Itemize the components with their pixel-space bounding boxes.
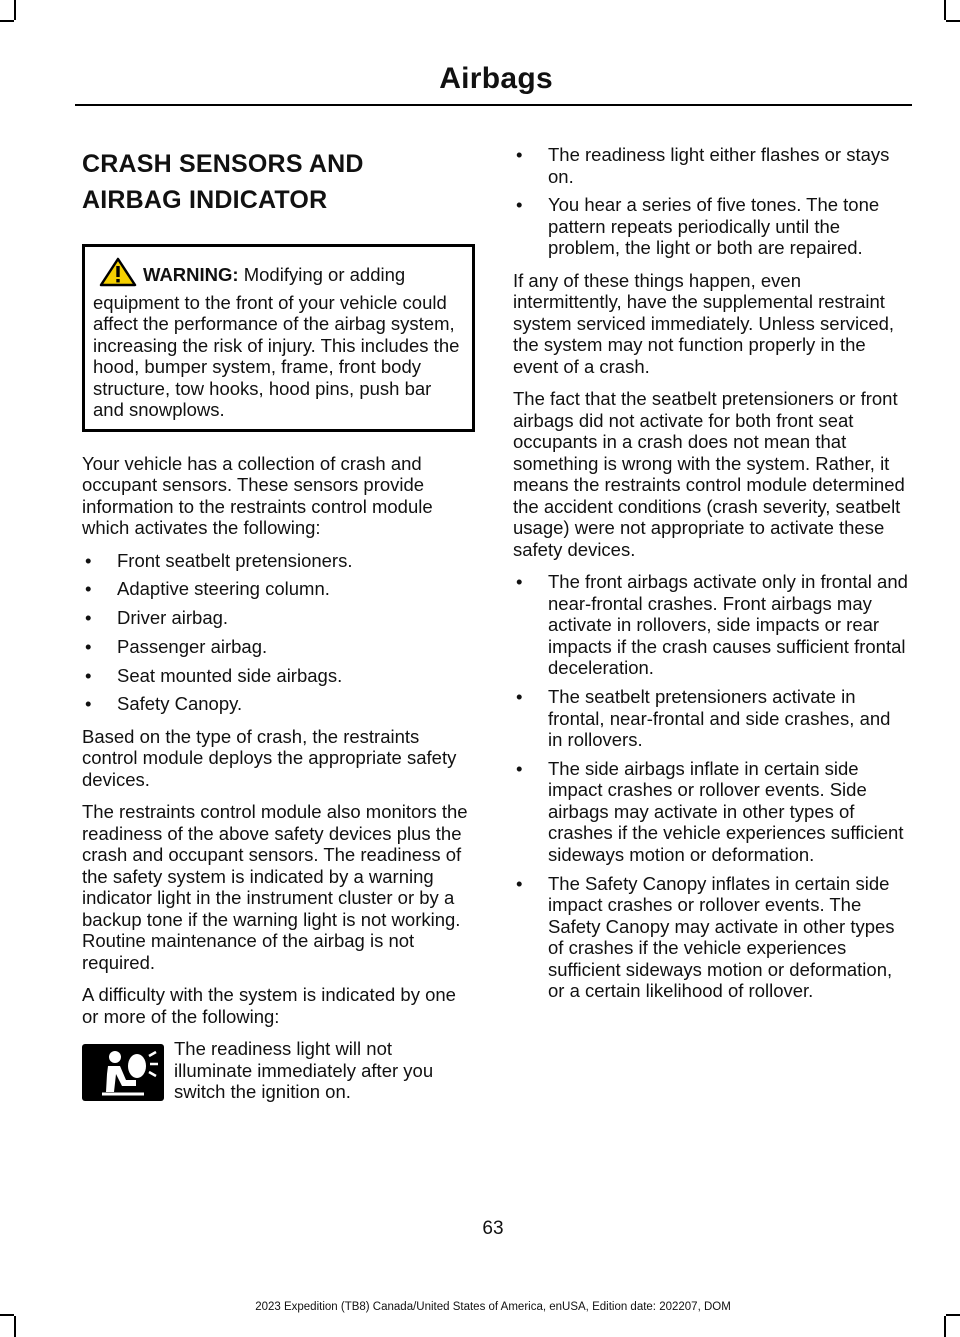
warning-triangle-icon (99, 257, 137, 292)
list-item: • Seat mounted side airbags. (82, 665, 475, 687)
airbag-warning-icon (82, 1044, 164, 1101)
list-item: • The Safety Canopy inflates in certain side impact crashes or rollover events. The Safety Canopy may activate in other types of crashes if the vehicle experiences sufficient sideways motion or deformation, or a certain likelihood of rollover. (513, 873, 909, 1002)
warning-text: Modifying or adding equipment to the front of your vehicle could affect the performance of the airbag system, increasing the risk of injury. This includes the hood, bumper system, frame, front body structure, tow hooks, hood pins, push bar and snowplows. (93, 264, 460, 420)
list-item: • Safety Canopy. (82, 693, 475, 715)
activated-devices-list (82, 550, 475, 715)
crop-mark (0, 1314, 14, 1316)
page-header-title: Airbags (439, 62, 553, 95)
activation-conditions-list (513, 571, 909, 1001)
warning-box (82, 244, 475, 432)
list-item: • Driver airbag. (82, 607, 475, 629)
crop-mark (946, 20, 960, 22)
list-item: • Adaptive steering column. (82, 578, 475, 600)
right-column (513, 144, 909, 1013)
list-item: • Passenger airbag. (82, 636, 475, 658)
crop-mark (14, 1316, 16, 1337)
intro-paragraph: Your vehicle has a collection of crash and occupant sensors. These sensors provide information to the restraints control module which activates the following: (82, 452, 433, 538)
page-number: 63 (482, 1218, 504, 1239)
section-title-line-2: AIRBAG INDICATOR (82, 186, 328, 214)
section-title (82, 146, 475, 218)
indicator-text: The readiness light will not illuminate immediately after you switch the ignition on. (174, 1038, 434, 1103)
list-item: • The front airbags activate only in frontal and near-frontal crashes. Front airbags may activate in rollovers, side impacts or rear impacts if the crash causes sufficient frontal deceleration. (513, 571, 909, 679)
list-item: • The seatbelt pretensioners activate in frontal, near-frontal and side crashes, and in rollovers. (513, 686, 909, 751)
crop-mark (946, 1314, 960, 1316)
list-item: • Front seatbelt pretensioners. (82, 550, 475, 572)
crop-mark (0, 20, 14, 22)
crop-mark (14, 0, 16, 20)
activation-paragraph: The fact that the seatbelt pretensioners or front airbags did not activate for both front seat occupants in a crash does not mean that something is wrong with the system. Rather, it means the restraints control module determined the accident conditions (crash severity, seatbelt usage) were not appropriate to activate these safety devices. (513, 388, 905, 560)
header-divider (75, 104, 912, 106)
service-paragraph: If any of these things happen, even intermittently, have the supplemental restraint system serviced immediately. Unless serviced, the system may not function properly in the event of a crash. (513, 269, 895, 377)
list-item: • You hear a series of five tones. The tone pattern repeats periodically until the problem, the light or both are repaired. (513, 194, 909, 259)
crash-type-paragraph: Based on the type of crash, the restraints control module deploys the appropriate safety devices. (82, 725, 457, 790)
list-item: • The side airbags inflate in certain side impact crashes or rollover events. Side airbags may activate in other types of crashes if the vehicle experiences sufficient sideways motion or deformation. (513, 758, 909, 866)
crop-mark (944, 1316, 946, 1337)
section-title-line-1: CRASH SENSORS AND (82, 150, 364, 178)
readiness-paragraph: The restraints control module also monitors the readiness of the above safety devices plus the crash and occupant sensors. The readiness of the safety system is indicated by a warning indicator light in the instrument cluster or by a backup tone if the warning light is not working. Routine maintenance of the airbag is not required. (82, 801, 468, 973)
list-item: • The readiness light either flashes or stays on. (513, 144, 909, 187)
warning-label: WARNING: (143, 264, 239, 285)
symptom-list (513, 144, 909, 259)
left-column (82, 144, 475, 1124)
crop-mark (944, 0, 946, 20)
page-footer: 2023 Expedition (TB8) Canada/United States of America, enUSA, Edition date: 202207, DOM (255, 1301, 731, 1313)
difficulty-paragraph: A difficulty with the system is indicated by one or more of the following: (82, 984, 456, 1027)
indicator-row (82, 1038, 475, 1124)
